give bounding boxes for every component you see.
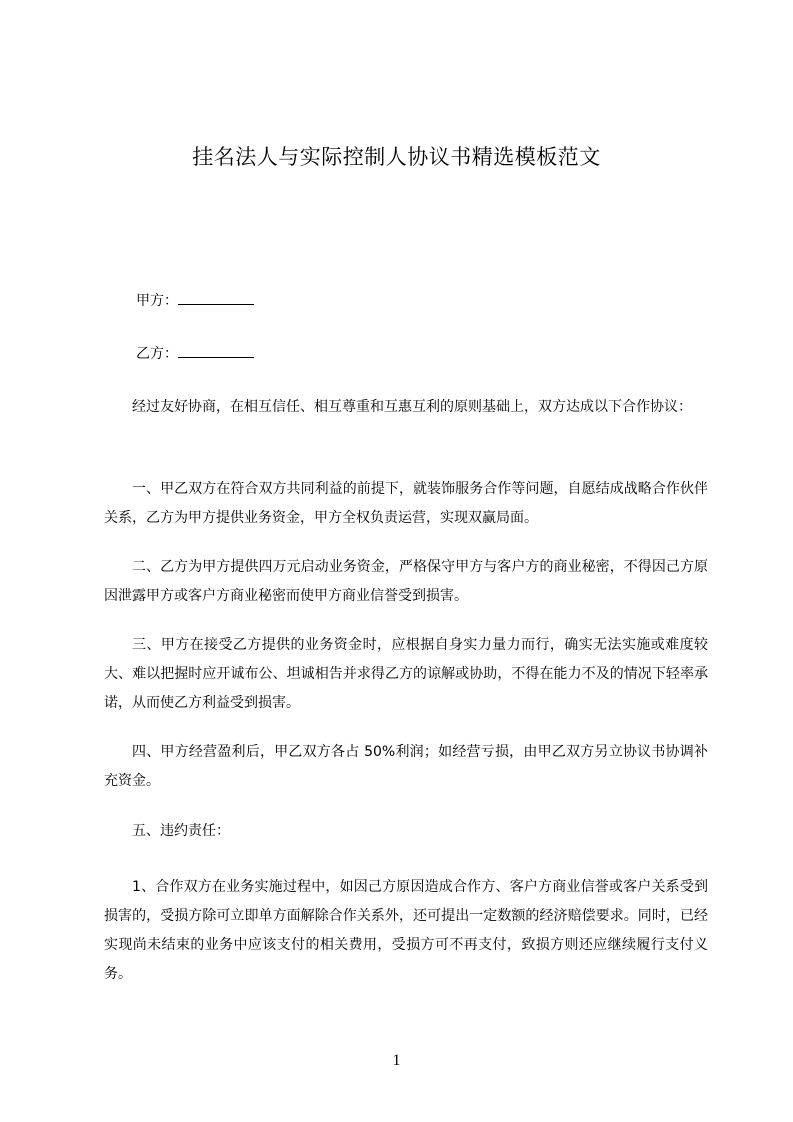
party-a-label: 甲方： [136, 293, 178, 309]
clause-1: 一、甲乙双方在符合双方共同利益的前提下，就装饰服务合作等问题，自愿结成战略合作伙伴关系，乙方为甲方提供业务资金，甲方全权负责运营，实现双赢局面。 [104, 481, 708, 526]
intro-paragraph: 经过友好协商，在相互信任、相互尊重和互惠互利的原则基础上，双方达成以下合作协议： [132, 399, 692, 415]
page-number: 1 [392, 1052, 401, 1069]
party-a-blank [178, 290, 254, 305]
party-b-blank [178, 343, 254, 358]
party-b-line [136, 340, 254, 369]
clause-5-heading: 五、违约责任： [132, 823, 230, 839]
party-b-label: 乙方： [136, 346, 178, 362]
clause-2: 二、乙方为甲方提供四万元启动业务资金，严格保守甲方与客户方的商业秘密，不得因己方原因泄露甲方或客户方商业秘密而使甲方商业信誉受到损害。 [104, 559, 708, 604]
clause-5-item-1: 1、合作双方在业务实施过程中，如因己方原因造成合作方、客户方商业信誉或客户关系受到损害的，受损方除可立即单方面解除合作关系外，还可提出一定数额的经济赔偿要求。同时，已经实现尚未结束的业务中应该支付的相关费用，受损方可不再支付，致损方则还应继续履行支付义务。 [104, 879, 708, 982]
clause-4: 四、甲方经营盈利后，甲乙双方各占 50%利润；如经营亏损，由甲乙双方另立协议书协调补充资金。 [104, 744, 708, 789]
document-title: 挂名法人与实际控制人协议书精选模板范文 [192, 145, 601, 169]
clause-3: 三、甲方在接受乙方提供的业务资金时，应根据自身实力量力而行，确实无法实施或难度较大、难以把握时应开诚布公、坦诚相告并求得乙方的谅解或协助，不得在能力不及的情况下轻率承诺，从而使乙方利益受到损害。 [104, 637, 708, 711]
party-a-line [136, 287, 254, 316]
